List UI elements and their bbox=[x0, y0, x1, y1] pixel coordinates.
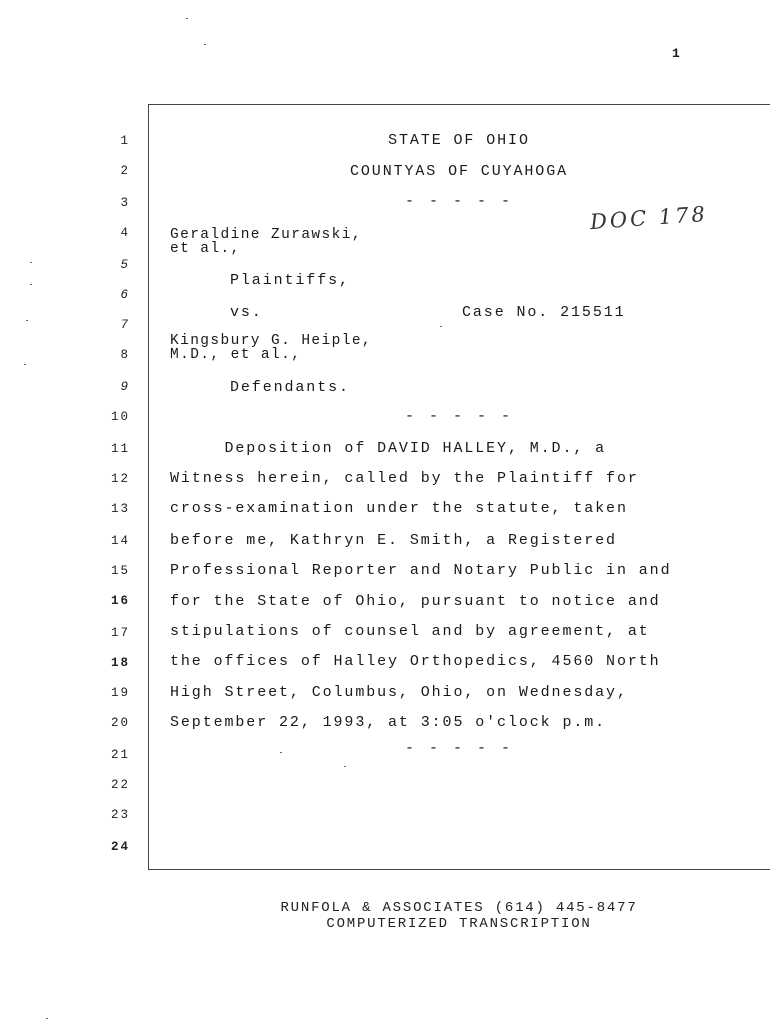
line-number: 1 bbox=[120, 134, 130, 148]
line-number: 3 bbox=[120, 196, 130, 210]
line-number: 13 bbox=[110, 502, 130, 516]
case-number: Case No. 215511 bbox=[462, 304, 626, 321]
line-number: 6 bbox=[120, 288, 130, 302]
line-number: 22 bbox=[110, 778, 130, 792]
page-number: 1 bbox=[672, 46, 680, 61]
line-number: 14 bbox=[110, 534, 130, 548]
defendant-name: Kingsbury G. Heiple, bbox=[170, 333, 373, 349]
line-number: 12 bbox=[110, 472, 130, 486]
body-line: Deposition of DAVID HALLEY, M.D., a bbox=[170, 440, 607, 457]
body-line: September 22, 1993, at 3:05 o'clock p.m. bbox=[170, 714, 607, 731]
body-line: Professional Reporter and Notary Public in and bbox=[170, 562, 672, 579]
scan-speck bbox=[30, 262, 32, 263]
body-line: stipulations of counsel and by agreement, at bbox=[170, 623, 650, 640]
line-number: 18 bbox=[110, 656, 130, 670]
scan-speck bbox=[26, 320, 28, 321]
line-number: 10 bbox=[110, 410, 130, 424]
caption-divider: - - - - - bbox=[404, 193, 513, 210]
scan-speck bbox=[280, 752, 282, 753]
scan-speck bbox=[24, 364, 26, 365]
body-line: the offices of Halley Orthopedics, 4560 North bbox=[170, 653, 661, 670]
line-number: 4 bbox=[120, 226, 130, 240]
court-state: STATE OF OHIO bbox=[388, 132, 530, 149]
scan-speck bbox=[186, 18, 188, 19]
line-number: 16 bbox=[110, 594, 130, 608]
body-line: before me, Kathryn E. Smith, a Registered bbox=[170, 532, 617, 549]
line-number: 20 bbox=[110, 716, 130, 730]
scan-speck bbox=[204, 44, 206, 45]
defendant-name-cont: M.D., et al., bbox=[170, 347, 302, 363]
line-number: 19 bbox=[110, 686, 130, 700]
scan-speck bbox=[46, 1018, 48, 1019]
body-line: High Street, Columbus, Ohio, on Wednesday, bbox=[170, 684, 628, 701]
caption-divider: - - - - - bbox=[404, 408, 513, 425]
line-number: 7 bbox=[120, 318, 130, 332]
scan-speck bbox=[30, 284, 32, 285]
line-number: 2 bbox=[120, 164, 130, 178]
line-number: 5 bbox=[120, 258, 130, 272]
defendants-label: Defendants. bbox=[230, 379, 350, 396]
line-number: 17 bbox=[110, 626, 130, 640]
line-number: 8 bbox=[120, 348, 130, 362]
reporter-footer: RUNFOLA & ASSOCIATES (614) 445-8477 bbox=[280, 900, 638, 916]
plaintiff-name: Geraldine Zurawski, bbox=[170, 227, 362, 243]
plaintiff-name-cont: et al., bbox=[170, 241, 241, 257]
court-county: COUNTYAS OF CUYAHOGA bbox=[349, 163, 569, 180]
handwritten-annotation: DOC 178 bbox=[589, 201, 709, 235]
line-number: 24 bbox=[110, 840, 130, 854]
body-line: Witness herein, called by the Plaintiff for bbox=[170, 470, 639, 487]
scan-speck bbox=[344, 766, 346, 767]
line-number: 15 bbox=[110, 564, 130, 578]
body-line: for the State of Ohio, pursuant to notice and bbox=[170, 593, 661, 610]
plaintiffs-label: Plaintiffs, bbox=[230, 272, 350, 289]
transcription-footer: COMPUTERIZED TRANSCRIPTION bbox=[326, 916, 592, 932]
line-number: 21 bbox=[110, 748, 130, 762]
line-number: 9 bbox=[120, 380, 130, 394]
versus-label: vs. bbox=[230, 304, 263, 321]
body-line: cross-examination under the statute, taken bbox=[170, 500, 628, 517]
line-number: 11 bbox=[110, 442, 130, 456]
closing-divider: - - - - - bbox=[404, 740, 513, 757]
line-number: 23 bbox=[110, 808, 130, 822]
scan-speck bbox=[440, 326, 442, 327]
